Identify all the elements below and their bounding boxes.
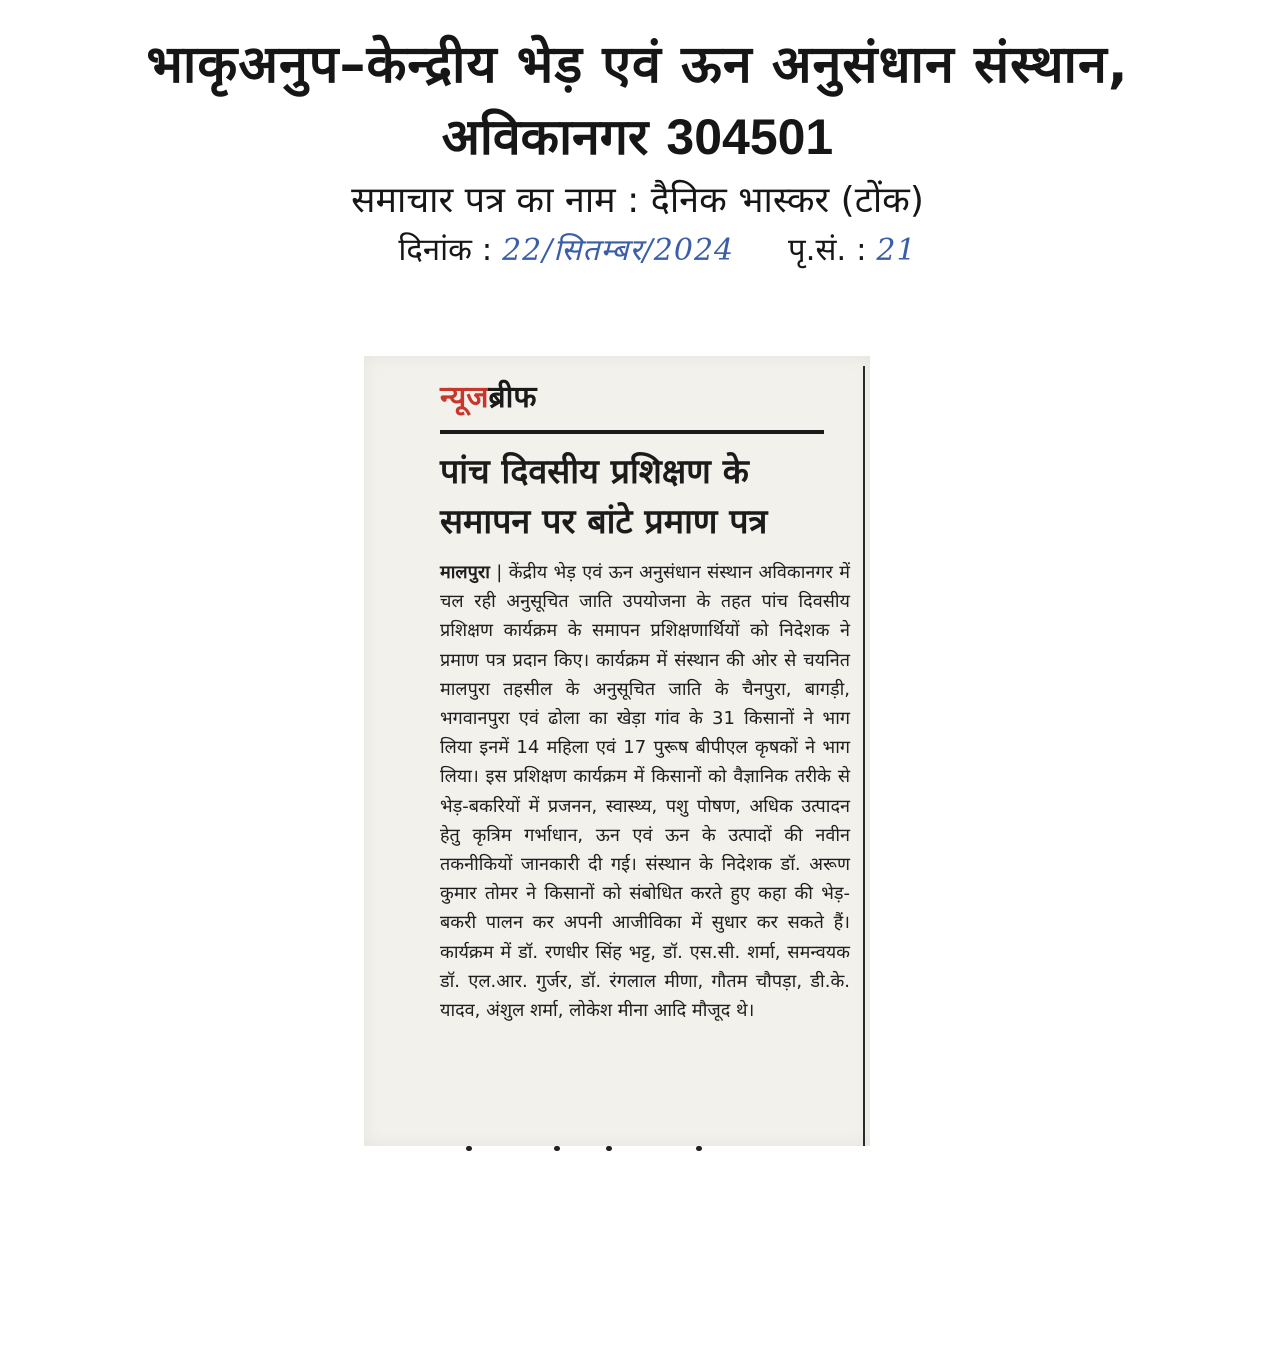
clipping-bottom-marks bbox=[466, 1146, 726, 1152]
document-header bbox=[0, 30, 1275, 273]
date-value: 22/सितम्बर/2024 bbox=[502, 233, 735, 268]
date-label: दिनांक : bbox=[398, 232, 493, 268]
institute-pincode: 304501 bbox=[666, 109, 834, 165]
newspaper-label: समाचार पत्र का नाम : bbox=[351, 180, 640, 221]
section-label bbox=[440, 376, 848, 420]
clipping-content bbox=[440, 376, 848, 1025]
article-dateline: मालपुरा bbox=[440, 562, 490, 583]
article-body bbox=[440, 558, 850, 1025]
institute-title: भाकृअनुप–केन्द्रीय भेड़ एवं ऊन अनुसंधान संस्थान, bbox=[146, 35, 1129, 95]
article-text: | केंद्रीय भेड़ एवं ऊन अनुसंधान संस्थान अविकानगर में चल रही अनुसूचित जाति उपयोजना के तहत पांच दिवसीय प्रशिक्षण कार्यक्रम के समापन प्रशिक्षणार्थियों को निदेशक ने प्रमाण पत्र प्रदान किए। कार्यक्रम में संस्थान की ओर से चयनित मालपुरा तहसील के अनुसूचित जाति के चैनपुरा, बागड़ी, भगवानपुरा एवं ढोला का खेड़ा गांव के 31 किसानों ने भाग लिया इनमें 14 महिला एवं 17 पुरूष बीपीएल कृषकों ने भाग लिया। इस प्रशिक्षण कार्यक्रम में किसानों को वैज्ञानिक तरीके से भेड़-बकरियों में प्रजनन, स्वास्थ्य, पशु पोषण, अधिक उत्पादन हेतु कृत्रिम गर्भाधान, ऊन एवं ऊन के उत्पादों की नवीन तकनीकियों जानकारी दी गई। संस्थान के निदेशक डॉ. अरूण कुमार तोमर ने किसानों को संबोधित करते हुए कहा की भेड़-बकरी पालन कर अपनी आजीविका में सुधार कर सकते हैं। कार्यक्रम में डॉ. रणधीर सिंह भट्ट, डॉ. एस.सी. शर्मा, समन्वयक डॉ. एल.आर. गुर्जर, डॉ. रंगलाल मीणा, गौतम चौपड़ा, डी.के. यादव, अंशुल शर्मा, लोकेश मीना आदि मौजूद थे। bbox=[440, 562, 850, 1022]
newspaper-name: दैनिक भास्कर (टोंक) bbox=[650, 180, 924, 221]
section-label-rest: ब्रीफ bbox=[488, 380, 537, 415]
page-label: पृ.सं. : bbox=[787, 232, 867, 268]
date-page-line bbox=[0, 228, 1275, 273]
ink-mark bbox=[696, 1146, 702, 1151]
institute-place: अविकानगर bbox=[441, 108, 649, 166]
column-rule bbox=[863, 366, 865, 1146]
headline-line-1: पांच दिवसीय प्रशिक्षण के bbox=[440, 452, 749, 492]
newspaper-clipping bbox=[364, 356, 870, 1146]
institute-location bbox=[0, 102, 1275, 172]
section-divider bbox=[440, 430, 824, 434]
ink-mark bbox=[606, 1146, 612, 1151]
headline-line-2: समापन पर बांटे प्रमाण पत्र bbox=[440, 502, 768, 542]
ink-mark bbox=[466, 1146, 472, 1151]
page-value: 21 bbox=[876, 233, 917, 268]
section-label-accent: न्यूज bbox=[440, 380, 489, 415]
ink-mark bbox=[554, 1146, 560, 1151]
newspaper-line bbox=[0, 178, 1275, 224]
